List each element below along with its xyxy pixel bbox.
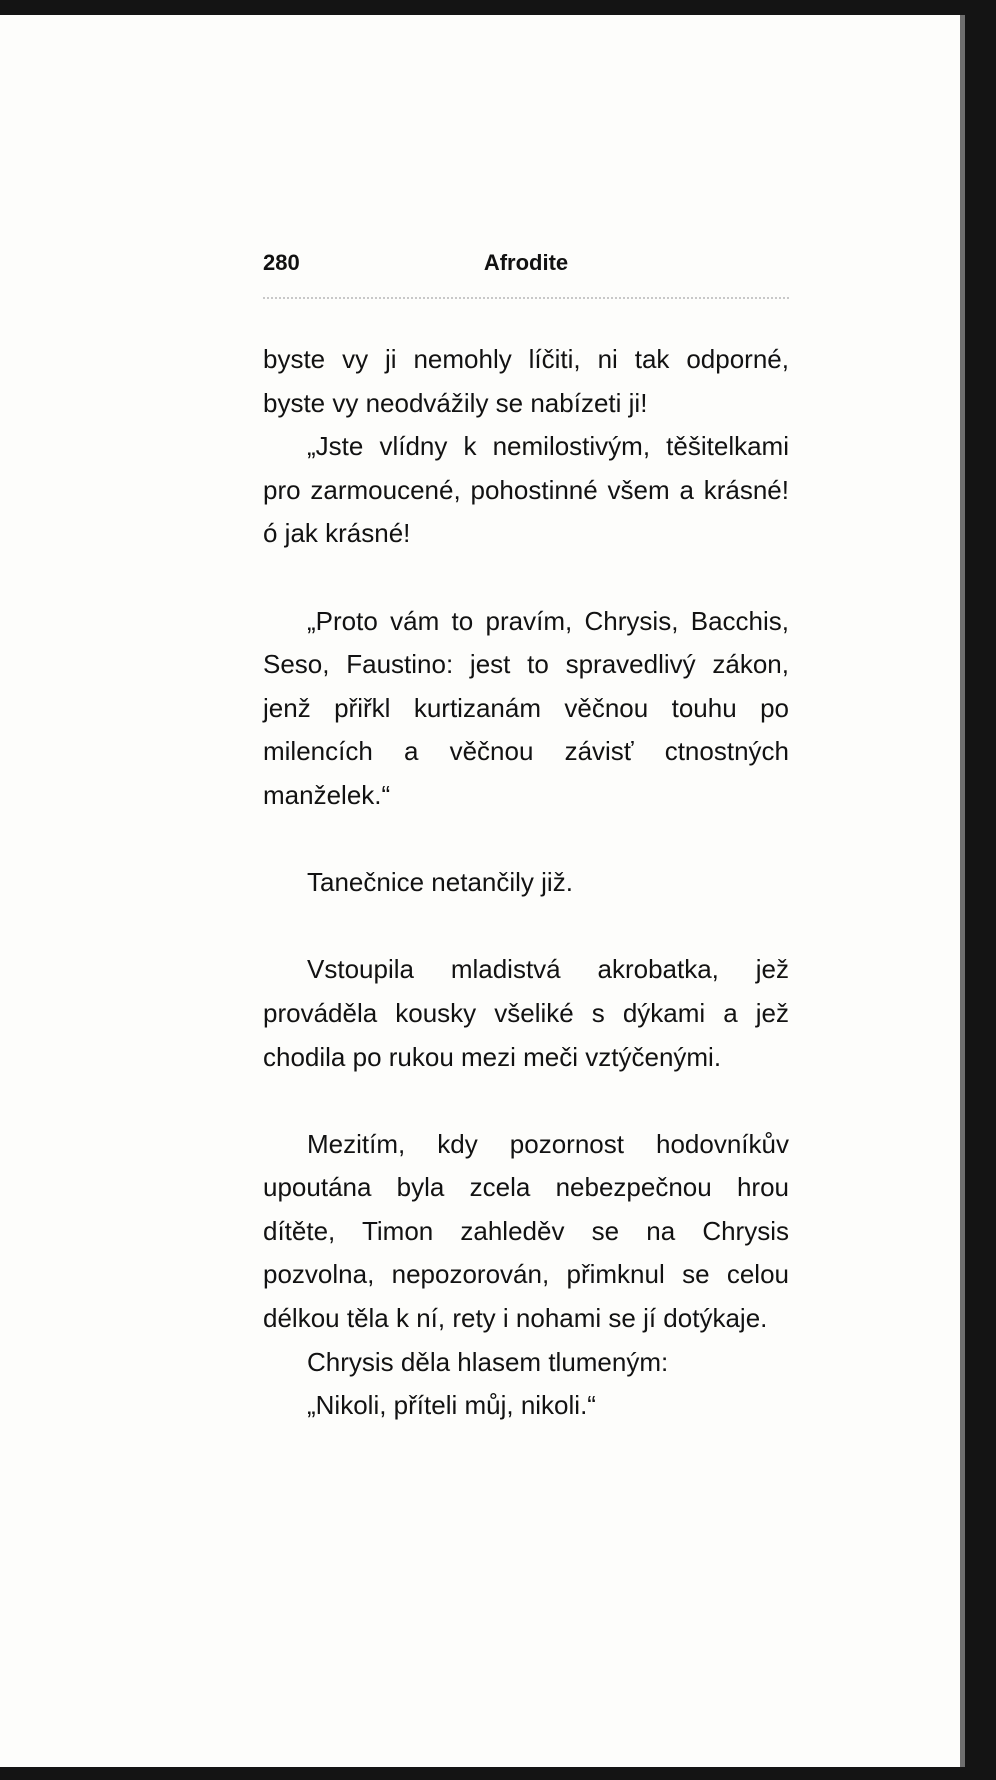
header-rule xyxy=(263,297,789,299)
page-header xyxy=(263,250,789,280)
paragraph: „Proto vám to pravím, Chrysis, Bacchis, Seso, Faustino: jest to spravedlivý zákon, jenž přiřkl kurtizanám věčnou touhu po milencích a věčnou závisť ctnostných manželek.“ xyxy=(263,605,789,810)
running-title: Afrodite xyxy=(483,250,569,275)
paragraph: Mezitím, kdy pozornost hodovníkův upoutána byla zcela nebezpečnou hrou dítěte, Timon zahleděv se na Chrysis pozvolna, nepozorován, přimknul se celou délkou těla k ní, rety i nohami se jí dotýkaje. xyxy=(263,1128,789,1334)
paragraph: Chrysis děla hlasem tlumeným: xyxy=(307,1346,669,1377)
paragraph: Tanečnice netančily již. xyxy=(307,867,573,898)
page-edge xyxy=(960,15,965,1767)
paragraph: Vstoupila mladistvá akrobatka, jež prováděla kousky všeliké s dýkami a jež chodila po rukou mezi meči vztýčenými. xyxy=(263,954,789,1072)
paragraph: byste vy ji nemohly líčiti, ni tak odporné, byste vy neodvážily se nabízeti ji! xyxy=(263,344,789,418)
page-number: 280 xyxy=(263,250,300,275)
body-text xyxy=(263,338,789,1428)
paragraph: „Nikoli, příteli můj, nikoli.“ xyxy=(307,1390,596,1421)
paragraph: „Jste vlídny k nemilostivým, těšitelkami pro zarmoucené, pohostinné všem a krásné! ó jak krásné! xyxy=(263,431,789,549)
